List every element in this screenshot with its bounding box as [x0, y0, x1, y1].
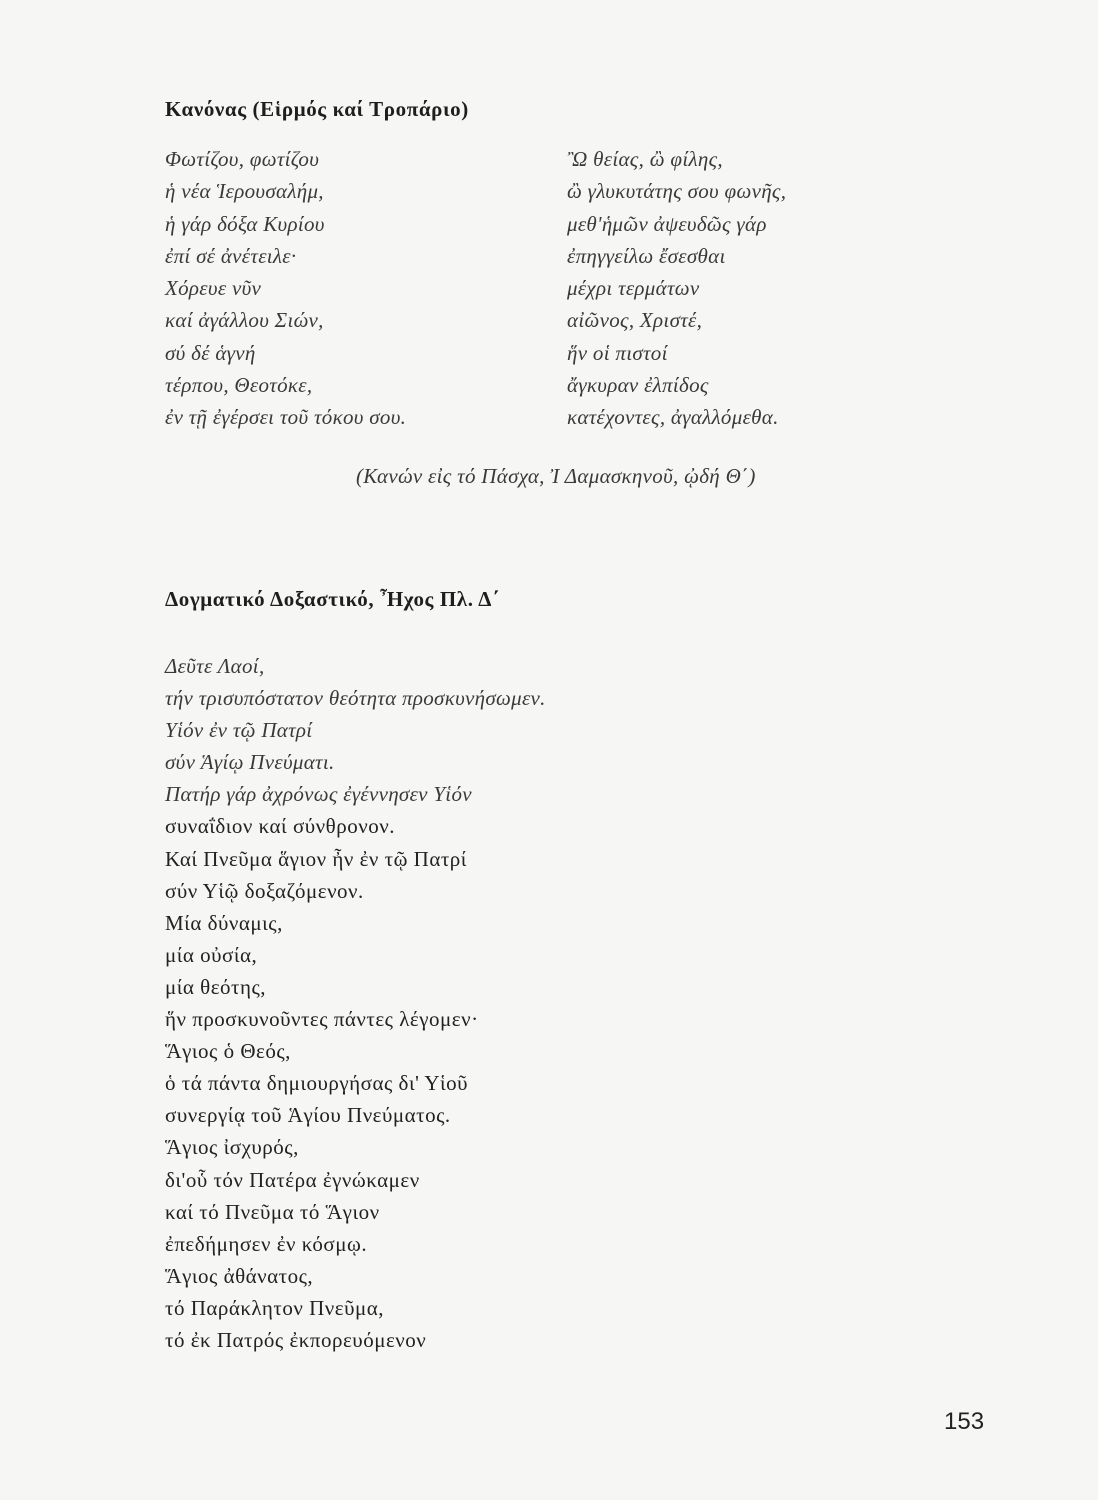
verse-line: Φωτίζου, φωτίζου — [165, 147, 320, 171]
verse-line: ἐπηγγείλω ἔσεσθαι — [567, 243, 726, 268]
hymn-line: Καί Πνεῦμα ἅγιον ἦν ἐν τῷ Πατρί — [165, 846, 467, 871]
source-citation: (Κανών εἰς τό Πάσχα, Ἰ Δαμασκηνοῦ, ᾠδή Θ΄) — [356, 464, 756, 488]
page-number: 153 — [944, 1408, 985, 1435]
hymn-line: Ἅγιος ὁ Θεός, — [165, 1039, 291, 1064]
hymn-line: τήν τρισυπόστατον θεότητα προσκυνήσωμεν. — [165, 686, 546, 711]
hymn-line: Μία δύναμις, — [165, 910, 283, 935]
verse-line: Ὢ θείας, ὢ φίλης, — [567, 147, 723, 171]
hymn-line: Ἅγιος ἰσχυρός, — [165, 1135, 299, 1160]
hymn-line: Πατήρ γάρ ἀχρόνως ἐγέννησεν Υἱόν — [165, 782, 472, 807]
verse-line: αἰῶνος, Χριστέ, — [567, 308, 703, 333]
hymn-line: τό Παράκλητον Πνεῦμα, — [165, 1295, 384, 1320]
hymn-line: ὁ τά πάντα δημιουργήσας δι' Υἱοῦ — [165, 1071, 469, 1096]
doxastikon-text — [165, 650, 546, 1356]
hymn-line: Δεῦτε Λαοί, — [165, 654, 265, 678]
hymn-line: δι'οὗ τόν Πατέρα ἐγνώκαμεν — [165, 1167, 420, 1192]
verse-line: ἄγκυραν ἐλπίδος — [567, 372, 709, 397]
verse-line: ἥν οἱ πιστοί — [567, 340, 668, 365]
hymn-line: μία οὐσία, — [165, 942, 258, 967]
hymn-line: σύν Ἁγίῳ Πνεύματι. — [165, 750, 335, 775]
verse-line: τέρπου, Θεοτόκε, — [165, 372, 313, 397]
section-heading-canon: Κανόνας (Εἱρμός καί Τροπάριο) — [165, 97, 469, 121]
verse-line: ἡ γάρ δόξα Κυρίου — [165, 211, 325, 236]
verse-line: μεθ'ἡμῶν ἀψευδῶς γάρ — [567, 211, 767, 236]
hymn-line: καί τό Πνεῦμα τό Ἅγιον — [165, 1199, 380, 1224]
hymn-line: συναΐδιον καί σύνθρονον. — [165, 814, 395, 839]
hymn-line: συνεργίᾳ τοῦ Ἁγίου Πνεύματος. — [165, 1103, 451, 1128]
verse-line: μέχρι τερμάτων — [567, 276, 700, 300]
verse-line: ὢ γλυκυτάτης σου φωνῆς, — [567, 179, 787, 204]
verse-line: σύ δέ ἁγνή — [165, 340, 256, 365]
hymn-line: σύν Υἱῷ δοξαζόμενον. — [165, 878, 364, 903]
canon-left-column — [165, 143, 406, 433]
hymn-line: Υἱόν ἐν τῷ Πατρί — [165, 718, 313, 743]
hymn-line: Ἅγιος ἀθάνατος, — [165, 1263, 314, 1288]
verse-line: ἐν τῇ ἐγέρσει τοῦ τόκου σου. — [165, 405, 407, 429]
section-heading-doxastikon: Δογματικό Δοξαστικό, Ἦχος Πλ. Δ΄ — [165, 587, 500, 611]
verse-line: Χόρευε νῦν — [165, 276, 262, 300]
hymn-line: ἥν προσκυνοῦντες πάντες λέγομεν· — [165, 1007, 479, 1032]
verse-line: ἡ νέα Ἱερουσαλήμ, — [165, 179, 324, 204]
verse-line: ἐπί σέ ἀνέτειλε· — [165, 243, 297, 268]
verse-line: κατέχοντες, ἀγαλλόμεθα. — [567, 405, 779, 429]
hymn-line: ἐπεδήμησεν ἐν κόσμῳ. — [165, 1231, 368, 1256]
hymn-line: τό ἐκ Πατρός ἐκπορευόμενον — [165, 1327, 427, 1352]
hymn-line: μία θεότης, — [165, 974, 267, 999]
verse-line: καί ἀγάλλου Σιών, — [165, 308, 324, 333]
canon-right-column — [567, 143, 786, 433]
